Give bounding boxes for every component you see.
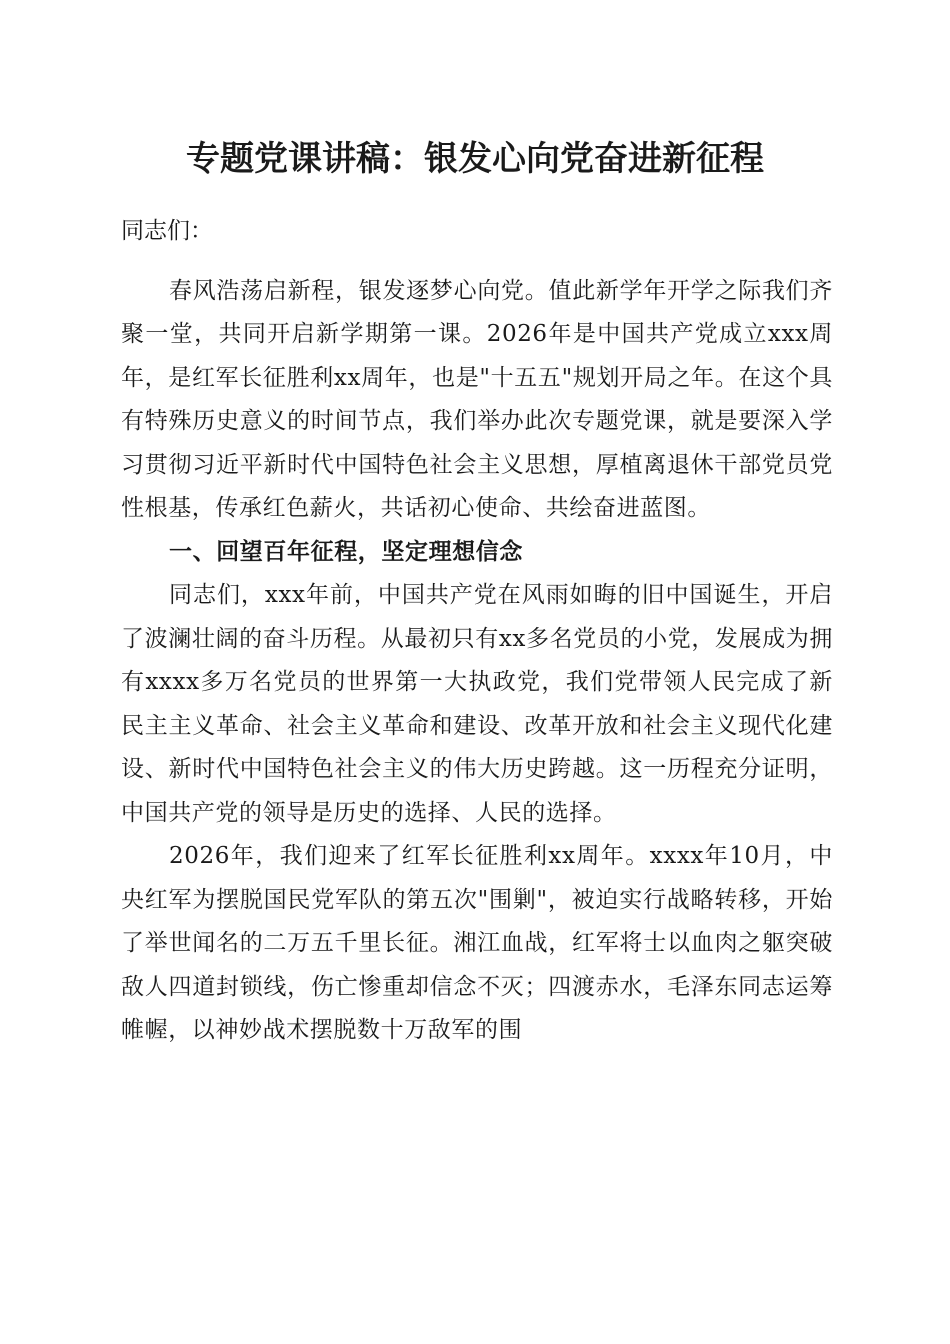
document-title: 专题党课讲稿：银发心向党奋进新征程 — [186, 139, 764, 179]
section-heading-1: 一、回望百年征程，坚定理想信念 — [169, 538, 523, 565]
intro-paragraph: 春风浩荡启新程，银发逐梦心向党。值此新学年开学之际我们齐聚一堂，共同开启新学期第一课。2026年是中国共产党成立xxx周年，是红军长征胜利xx周年，也是"十五五"规划开局之年。在这个具有特殊历史意义的时间节点，我们举办此次专题党课，就是要深入学习贯彻习近平新时代中国特色社会主义思想，厚植离退休干部党员党性根基，传承红色薪火，共话初心使命、共绘奋进蓝图。 — [121, 277, 833, 521]
section1-paragraph-1: 同志们，xxx年前，中国共产党在风雨如晦的旧中国诞生，开启了波澜壮阔的奋斗历程。从最初只有xx多名党员的小党，发展成为拥有xxxx多万名党员的世界第一大执政党，我们党带领人民完成了新民主主义革命、社会主义革命和建设、改革开放和社会主义现代化建设、新时代中国特色社会主义的伟大历史跨越。这一历程充分证明，中国共产党的领导是历史的选择、人民的选择。 — [121, 582, 833, 826]
section1-paragraph-2: 2026年，我们迎来了红军长征胜利xx周年。xxxx年10月，中央红军为摆脱国民党军队的第五次"围剿"，被迫实行战略转移，开始了举世闻名的二万五千里长征。湘江血战，红军将士以血肉之躯突破敌人四道封锁线，伤亡惨重却信念不灭；四渡赤水，毛泽东同志运筹帷幄，以神妙战术摆脱数十万敌军的围 — [121, 843, 833, 1043]
salutation: 同志们： — [121, 218, 213, 244]
document-body — [121, 210, 833, 1053]
